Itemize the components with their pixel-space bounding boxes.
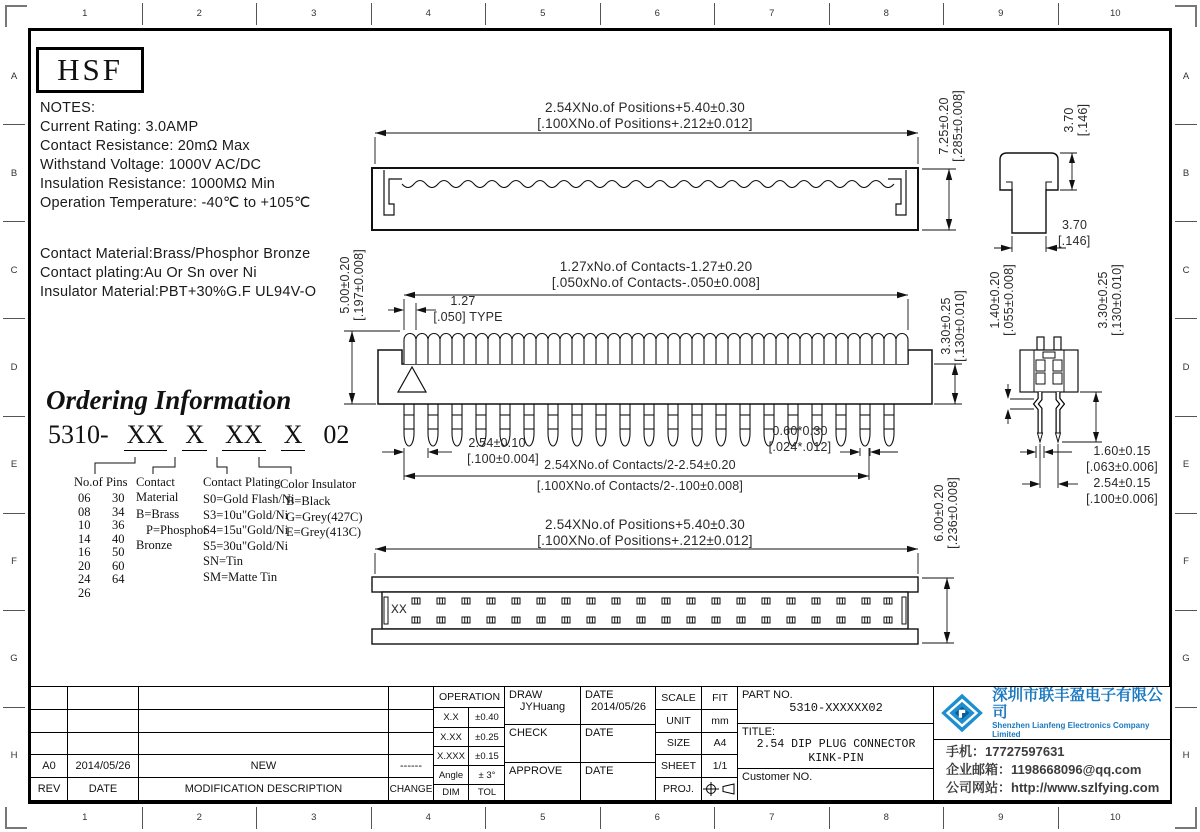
grid-row: F <box>3 514 25 611</box>
title-line1: 2.54 DIP PLUG CONNECTOR <box>756 738 916 751</box>
grid-row: C <box>3 222 25 319</box>
dim-mm: 3.30±0.25 <box>1096 271 1110 329</box>
grid-col: 3 <box>257 3 372 25</box>
rev-cell-empty <box>389 710 433 732</box>
rev-description: NEW <box>139 755 388 777</box>
dim-label-vertical <box>338 249 366 321</box>
grid-col: 5 <box>486 3 601 25</box>
draw-date: 2014/05/26 <box>590 701 647 713</box>
grid-col: 3 <box>257 807 372 829</box>
part-seg-pins: XX <box>124 420 168 451</box>
grid-col: 7 <box>715 3 830 25</box>
grid-row: H <box>1182 750 1190 762</box>
bottom-view-drawing <box>372 546 954 644</box>
part-no-cell <box>738 687 934 723</box>
third-angle-projection-icon <box>703 782 737 796</box>
dim-label-vertical <box>1062 104 1090 136</box>
pins-cell: 50 <box>112 545 125 559</box>
grid-col: 4 <box>372 807 487 829</box>
pins-cell: 20 <box>78 558 91 573</box>
ordering-leader-lines <box>95 457 291 474</box>
grid-row: G <box>3 611 25 708</box>
column-title: No.of Pins <box>74 475 128 489</box>
hsf-logo: HSF <box>36 47 144 93</box>
color-option: E=Grey(413C) <box>286 525 362 539</box>
tol-dim: X.X <box>434 708 468 727</box>
dim-label: 1.60±0.15 <box>1093 444 1151 458</box>
customer-no-cell <box>738 769 934 800</box>
pins-cell: 34 <box>112 504 125 519</box>
grid-col: 9 <box>944 807 1059 829</box>
dim-label-vertical <box>939 290 967 362</box>
pins-cell: 24 <box>78 572 91 586</box>
grid-col: 7 <box>715 807 830 829</box>
grid-col: 2 <box>143 807 258 829</box>
tol-dim: X.XXX <box>434 747 468 765</box>
company-name-cn: 深圳市联丰盈电子有限公司 <box>992 687 1163 721</box>
grid-col: 10 <box>1109 812 1121 823</box>
size-value: A4 <box>702 733 738 755</box>
ordering-material-column <box>136 475 208 554</box>
part-seg-material: X <box>182 420 207 451</box>
unit-value: mm <box>702 710 738 732</box>
rev-header: REV <box>31 778 67 800</box>
projection-symbol-cell <box>702 778 738 800</box>
dim-label: 3.70 <box>1062 218 1088 232</box>
dim-label: [.024*.012] <box>768 440 832 454</box>
rev-header: MODIFICATION DESCRIPTION <box>139 778 388 800</box>
scale-value: FIT <box>702 687 738 709</box>
grid-col: 6 <box>601 3 716 25</box>
check-date-cell <box>581 725 656 762</box>
dim-inch: [.146] <box>1076 103 1090 137</box>
pins-cell: 40 <box>112 531 125 546</box>
rev-change: ------ <box>389 755 433 777</box>
rev-cell-empty <box>139 687 388 709</box>
pins-table <box>78 492 138 600</box>
tol-value: ±0.40 <box>469 708 505 727</box>
rev-cell-empty <box>68 687 138 709</box>
pins-cell: 06 <box>78 491 91 505</box>
dim-label: [.100±0.004] <box>467 452 539 466</box>
rev-cell-empty <box>31 687 67 709</box>
dim-label: [.050xNo.of Contacts-.050±0.008] <box>551 275 761 290</box>
plating-option: SM=Matte Tin <box>203 569 278 584</box>
dim-label: [.100XNo.of Positions+.212±0.012] <box>537 533 753 548</box>
ordering-pins-column <box>74 475 138 600</box>
part-prefix: 5310- <box>48 420 109 449</box>
material-line: Contact Material:Brass/Phosphor Bronze <box>40 246 311 262</box>
approve-date-cell <box>581 763 656 800</box>
rev-header: DATE <box>68 778 138 800</box>
approve-cell <box>505 763 580 800</box>
rev-cell-empty <box>68 733 138 755</box>
dim-inch: [.285±0.008] <box>951 90 965 162</box>
rev-value: A0 <box>31 755 67 777</box>
dim-label: 2.54XNo.of Positions+5.40±0.30 <box>545 100 745 115</box>
notes-block <box>40 99 310 213</box>
pins-cell: 64 <box>112 572 125 586</box>
rev-cell-empty <box>389 687 433 709</box>
pins-cell: 08 <box>78 504 91 519</box>
dim-label: [.050] TYPE <box>433 310 503 324</box>
plating-option: S0=Gold Flash/Ni <box>203 492 295 506</box>
part-no-value: 5310-XXXXXX02 <box>789 701 883 715</box>
grid-row: A <box>1175 28 1197 125</box>
company-name-en: Shenzhen Lianfeng Electronics Company Limited <box>992 721 1150 739</box>
note-line: Withstand Voltage: 1000V AC/DC <box>40 157 262 173</box>
rev-cell-empty <box>68 710 138 732</box>
dim-inch: [.130±0.010] <box>1110 264 1124 336</box>
plating-option: S3=10u"Gold/Ni <box>203 507 289 522</box>
grid-row: F <box>1175 514 1197 611</box>
company-contact <box>934 740 1170 800</box>
company-logo-icon <box>938 690 986 736</box>
dim-mm: 5.00±0.20 <box>338 256 352 314</box>
material-option: Bronze <box>136 538 173 552</box>
pins-cell: 16 <box>78 545 91 559</box>
dim-label: [.100XNo.of Positions+.212±0.012] <box>537 116 753 131</box>
note-line: Contact Resistance: 20mΩ Max <box>40 138 250 154</box>
signature-table <box>504 686 657 801</box>
grid-col: 9 <box>944 3 1059 25</box>
ordering-info-title: Ordering Information <box>46 385 292 415</box>
date-label: DATE <box>585 689 614 701</box>
dim-mm: 7.25±0.20 <box>937 97 951 155</box>
pins-cell <box>112 587 138 601</box>
dim-label: 2.54XNo.of Contacts/2-2.54±0.20 <box>544 458 736 472</box>
dim-label: 2.54±0.10 <box>468 436 526 450</box>
grid-row: E <box>1175 417 1197 514</box>
ordering-color-column <box>280 477 362 541</box>
material-option: B=Brass <box>136 507 180 521</box>
grid-row: G <box>1175 611 1197 708</box>
note-line: Insulation Resistance: 1000MΩ Min <box>40 176 276 192</box>
grid-col: 8 <box>830 807 945 829</box>
dim-label-vertical <box>932 477 960 549</box>
rev-cell-empty <box>139 733 388 755</box>
rev-cell-empty <box>31 710 67 732</box>
rev-header: CHANGE <box>389 778 433 800</box>
color-option: B=Black <box>286 494 331 508</box>
grid-row: H <box>10 750 18 762</box>
title-label: TITLE: <box>742 726 776 738</box>
title-line2: KINK-PIN <box>808 752 864 765</box>
grid-col: 4 <box>372 3 487 25</box>
dim-mm: 1.40±0.20 <box>988 271 1002 329</box>
grid-col: 1 <box>28 807 143 829</box>
rev-cell-empty <box>31 733 67 755</box>
grid-col: 5 <box>486 807 601 829</box>
dim-inch: [.236±0.008] <box>946 477 960 549</box>
unit-label: UNIT <box>656 710 701 732</box>
part-no-label: PART NO. <box>742 689 793 701</box>
pins-cell: 30 <box>112 491 125 505</box>
draw-label: DRAW <box>509 689 543 701</box>
part-seg-plating: XX <box>222 420 266 451</box>
part-info-table <box>737 686 935 801</box>
pins-cell: 60 <box>112 558 125 573</box>
grid-col: 8 <box>830 3 945 25</box>
dim-label: [.063±0.006] <box>1086 460 1158 474</box>
rev-cell-empty <box>139 710 388 732</box>
dim-label: [.100XNo.of Contacts/2-.100±0.008] <box>536 479 744 493</box>
tol-dim: Angle <box>434 766 468 784</box>
company-website: 公司网站：http://www.szlfying.com <box>946 780 1160 795</box>
material-option: P=Phosphor <box>146 522 208 537</box>
column-title: Contact Plating <box>203 475 281 489</box>
dim-mm: 3.70 <box>1062 107 1076 133</box>
check-cell <box>505 725 580 762</box>
dim-label: 2.54XNo.of Positions+5.40±0.30 <box>545 517 745 532</box>
ordering-part-code <box>48 420 352 451</box>
scale-label: SCALE <box>656 687 701 709</box>
grid-col: 6 <box>601 807 716 829</box>
company-names <box>992 687 1166 739</box>
tol-value: ±0.25 <box>469 728 505 746</box>
title-cell <box>738 724 934 768</box>
dim-label-vertical <box>988 264 1016 336</box>
plating-option: S4=15u"Gold/Ni <box>203 523 289 537</box>
revision-table <box>30 686 434 801</box>
dim-label: 1.27xNo.of Contacts-1.27±0.20 <box>559 259 753 274</box>
dim-label: [.100±0.006] <box>1086 492 1158 506</box>
grid-col: 10 <box>1109 8 1121 19</box>
color-option: G=Grey(427C) <box>286 509 363 524</box>
rev-date: 2014/05/26 <box>68 755 138 777</box>
grid-row: A <box>3 28 25 125</box>
part-seg-suffix: 02 <box>323 420 350 449</box>
tolerance-header: OPERATION <box>434 687 505 707</box>
grid-row: B <box>3 125 25 222</box>
tol-dim: X.XX <box>434 728 468 746</box>
dim-inch: [.197±0.008] <box>352 249 366 321</box>
pins-cell: 36 <box>112 518 125 532</box>
grid-row: D <box>3 319 25 416</box>
notes-title: NOTES: <box>40 100 96 116</box>
grid-row: C <box>1175 222 1197 319</box>
dim-label: 2.54±0.15 <box>1093 476 1151 490</box>
sheet-info-table <box>655 686 739 801</box>
date-label: DATE <box>585 765 614 777</box>
tolerance-table <box>433 686 506 801</box>
note-line: Current Rating: 3.0AMP <box>40 119 199 135</box>
pins-cell: 14 <box>78 531 91 546</box>
material-line: Contact plating:Au Or Sn over Ni <box>40 265 257 281</box>
column-title: Color Insulator <box>280 477 357 491</box>
approve-label: APPROVE <box>509 765 563 777</box>
rev-cell-empty <box>389 733 433 755</box>
draw-name: JYHuang <box>519 701 566 713</box>
dim-label: [.146] <box>1058 234 1091 248</box>
draw-cell <box>505 687 580 724</box>
dim-inch: [.055±0.008] <box>1002 264 1016 336</box>
tol-dim: DIM <box>434 785 468 800</box>
tol-value: ±0.15 <box>469 747 505 765</box>
draw-date-cell <box>581 687 656 724</box>
grid-row: D <box>1175 319 1197 416</box>
dim-label-vertical <box>1096 264 1124 336</box>
dim-mm: 6.00±0.20 <box>932 484 946 542</box>
dim-inch: [.130±0.010] <box>953 290 967 362</box>
company-block <box>933 686 1171 801</box>
company-header <box>934 687 1170 739</box>
size-label: SIZE <box>656 733 701 755</box>
customer-no-label: Customer NO. <box>742 771 813 783</box>
top-view-drawing <box>372 130 956 230</box>
grid-row: B <box>1175 125 1197 222</box>
dim-label: 1.27 <box>450 294 476 308</box>
bottom-view-xx-label: XX <box>391 602 408 617</box>
pins-cell: 10 <box>78 518 91 532</box>
tol-value: TOL <box>469 785 505 800</box>
material-line: Insulator Material:PBT+30%G.F UL94V-O <box>40 284 317 300</box>
part-seg-color: X <box>281 420 306 451</box>
plating-option: S5=30u"Gold/Ni <box>203 538 289 553</box>
date-label: DATE <box>585 727 614 739</box>
grid-row: E <box>3 417 25 514</box>
grid-col: 1 <box>28 3 143 25</box>
dim-label-vertical <box>937 90 965 162</box>
sheet-label: SHEET <box>656 755 701 777</box>
material-notes-block <box>40 245 316 302</box>
company-email: 企业邮箱：1198668096@qq.com <box>946 762 1142 777</box>
column-title: Contact Material <box>136 475 179 504</box>
check-label: CHECK <box>509 727 548 739</box>
grid-col: 2 <box>143 3 258 25</box>
note-line: Operation Temperature: -40℃ to +105℃ <box>40 195 311 211</box>
tol-value: ± 3° <box>469 766 505 784</box>
sheet-value: 1/1 <box>702 755 738 777</box>
plating-option: SN=Tin <box>203 554 243 568</box>
company-phone: 手机：17727597631 <box>946 744 1065 759</box>
projection-label: PROJ. <box>656 778 701 800</box>
dim-label: 0.60*0.30 <box>772 424 828 438</box>
dim-mm: 3.30±0.25 <box>939 297 953 355</box>
pins-cell: 26 <box>78 585 91 600</box>
